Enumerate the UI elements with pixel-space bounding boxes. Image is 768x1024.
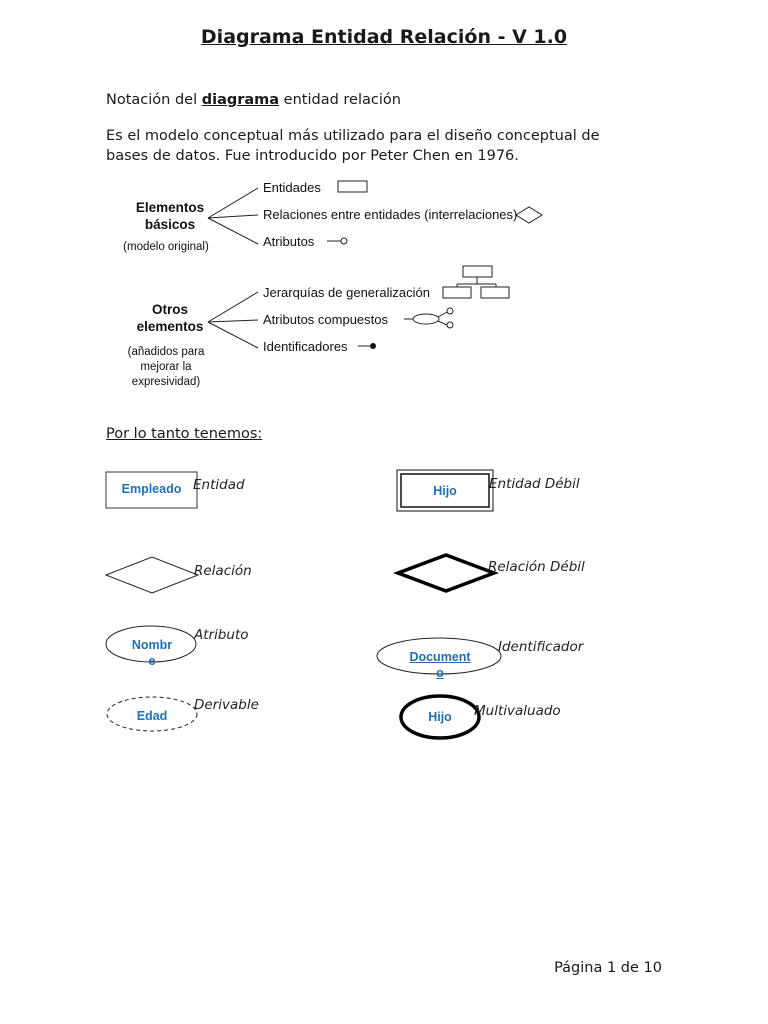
description-paragraph	[106, 126, 666, 166]
other-note-line-3: expresividad)	[131, 376, 201, 388]
other-item-hierarchies: Jerarquías de generalización	[263, 285, 430, 300]
weak-entity-shape-text: Hijo	[433, 484, 457, 498]
document-title: Diagrama Entidad Relación - V 1.0	[200, 26, 568, 48]
basic-item-attributes: Atributos	[263, 234, 315, 249]
other-heading-line-1: Otros	[151, 302, 188, 317]
composite-attribute-symbol-icon	[404, 308, 453, 328]
attribute-shape-text	[108, 637, 196, 669]
basic-heading-line-1: Elementos	[135, 200, 205, 215]
weak-relation-label: Relación Débil	[488, 559, 585, 575]
description-line-2: bases de datos. Fue introducido por Peter Chen en 1976.	[106, 148, 519, 164]
page-number: Página 1 de 10	[554, 960, 662, 976]
intro-keyword: diagrama	[201, 92, 280, 108]
intro-paragraph	[106, 90, 666, 110]
other-note-line-1: (añadidos para	[127, 346, 205, 358]
weak-relation-diamond-shape	[398, 555, 494, 591]
other-note	[116, 345, 216, 390]
multivalued-shape-text: Hijo	[428, 710, 452, 724]
other-item-identifiers: Identificadores	[263, 339, 348, 354]
other-heading	[118, 301, 222, 335]
intro-suffix: entidad relación	[279, 92, 401, 108]
basic-item-entities: Entidades	[263, 180, 321, 195]
entity-symbol-icon	[338, 181, 367, 192]
relation-symbol-icon	[516, 207, 542, 223]
other-item-composite-attributes: Atributos compuestos	[263, 312, 389, 327]
entity-label: Entidad	[193, 477, 245, 493]
other-note-line-2: mejorar la	[140, 361, 192, 373]
weak-entity-label: Entidad Débil	[489, 476, 580, 492]
attribute-label: Atributo	[194, 627, 249, 643]
derivable-shape-text: Edad	[136, 709, 168, 723]
identifier-shape-text	[400, 649, 480, 681]
identifier-shape-text-line-2: o	[436, 666, 444, 680]
attribute-shape-text-line-1: Nombr	[131, 638, 173, 652]
basic-heading-line-2: básicos	[144, 217, 196, 232]
legend-title: Por lo tanto tenemos:	[106, 426, 263, 442]
identifier-label: Identificador	[498, 639, 584, 655]
relation-label: Relación	[194, 563, 252, 579]
attribute-shape-text-line-2: e	[148, 654, 156, 668]
other-heading-line-2: elementos	[136, 319, 204, 334]
basic-item-relations: Relaciones entre entidades (interrelaciones)	[263, 207, 518, 222]
intro-prefix: Notación del	[106, 92, 202, 108]
entity-shape-text: Empleado	[121, 482, 182, 496]
description-line-1: Es el modelo conceptual más utilizado para el diseño conceptual de	[106, 128, 600, 144]
basic-heading	[118, 199, 222, 233]
multivalued-label: Multivaluado	[474, 703, 561, 719]
derivable-label: Derivable	[194, 697, 259, 713]
relation-diamond-shape	[106, 557, 198, 593]
hierarchy-symbol-icon	[443, 266, 509, 298]
identifier-shape-text-line-1: Document	[409, 650, 471, 664]
identifier-symbol-icon	[370, 343, 376, 349]
attribute-symbol-icon	[341, 238, 347, 244]
basic-note: (modelo original)	[123, 241, 209, 253]
